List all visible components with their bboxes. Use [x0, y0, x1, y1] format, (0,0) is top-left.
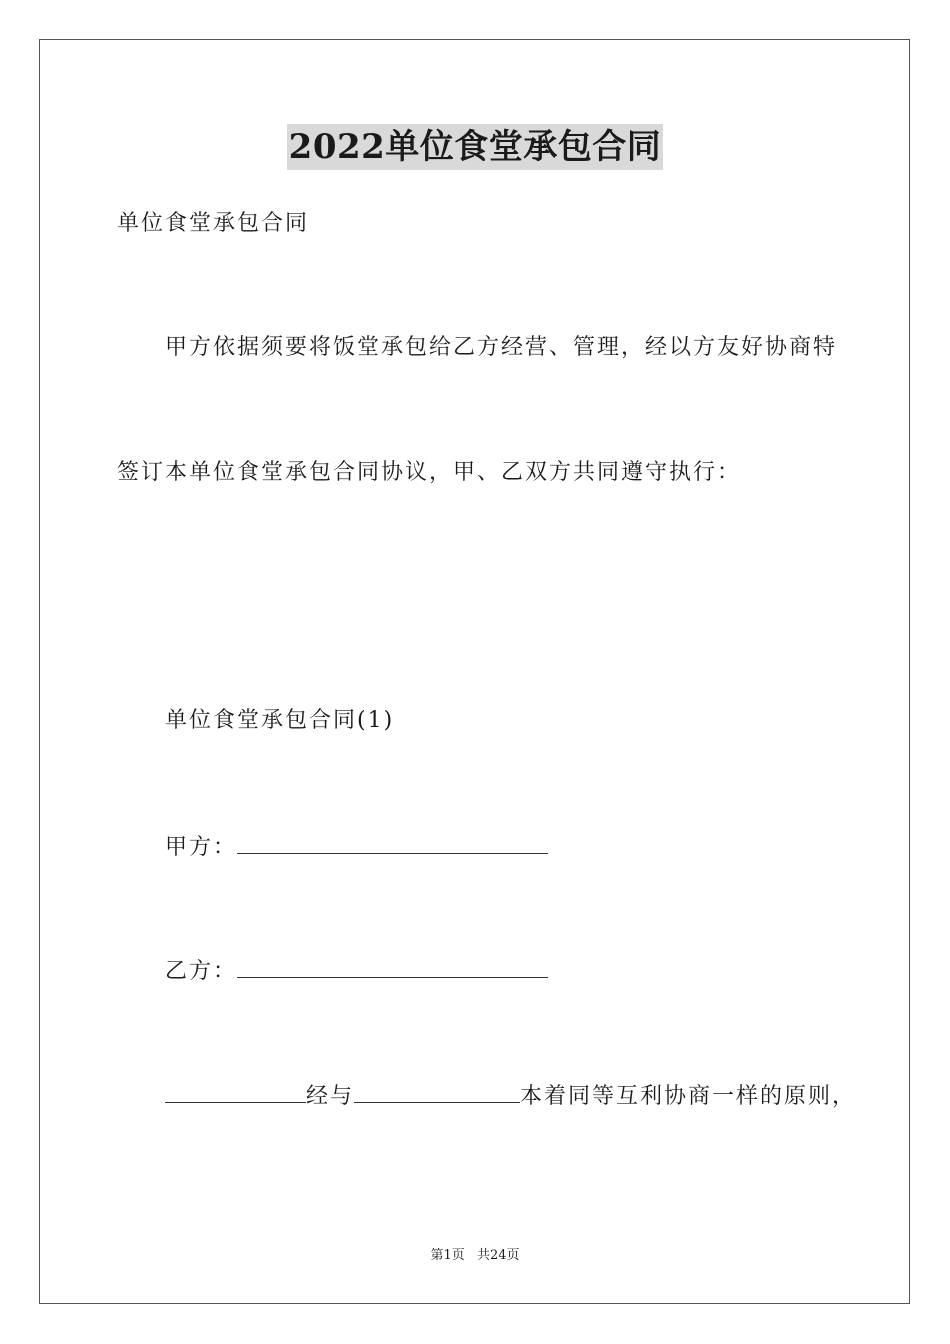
document-title: 2022单位食堂承包合同: [287, 124, 664, 170]
clause-row: [165, 1080, 856, 1112]
party-a-blank-line: [237, 831, 548, 854]
party-a-row: [165, 831, 548, 863]
party-b-blank-line: [237, 955, 548, 978]
intro-paragraph-line-1: 甲方依据须要将饭堂承包给乙方经营、管理，经以方友好协商特: [165, 335, 838, 360]
clause-blank-line-1: [165, 1080, 306, 1103]
clause-blank-line-2: [354, 1080, 520, 1103]
party-b-label: 乙方：: [165, 959, 238, 984]
page-footer: [0, 1247, 950, 1265]
document-subtitle: 单位食堂承包合同: [117, 211, 310, 236]
intro-paragraph-line-2: 签订本单位食堂承包合同协议，甲、乙双方共同遵守执行：: [117, 460, 742, 485]
page-number-current: 第1页: [430, 1248, 465, 1263]
party-a-label: 甲方：: [165, 835, 238, 860]
title-container: [0, 124, 950, 170]
clause-text: 本着同等互利协商一样的原则，: [520, 1084, 857, 1109]
page-number-total: 共24页: [476, 1248, 520, 1263]
party-b-row: [165, 955, 548, 987]
clause-connector: 经与: [306, 1084, 355, 1109]
section-heading: 单位食堂承包合同(1): [165, 708, 395, 733]
